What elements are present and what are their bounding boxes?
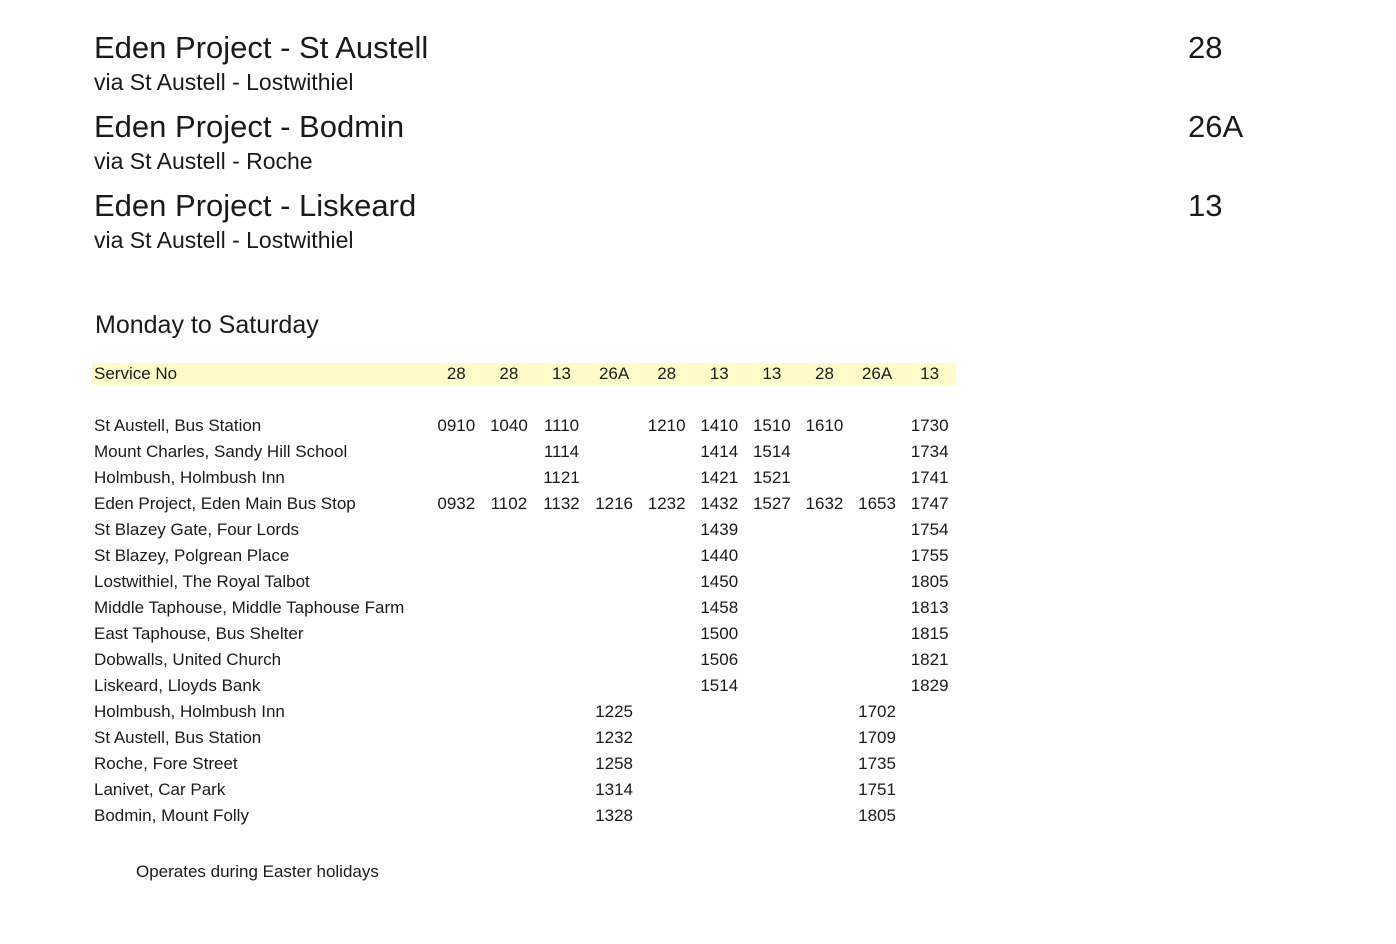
- departure-time: [640, 803, 693, 829]
- stop-name: East Taphouse, Bus Shelter: [94, 624, 304, 643]
- departure-time: [640, 569, 693, 595]
- stop-name: Lanivet, Car Park: [94, 780, 226, 799]
- departure-time: [483, 569, 536, 595]
- departure-time: [430, 543, 483, 569]
- departure-time: [640, 699, 693, 725]
- departure-time: 1805: [910, 572, 949, 591]
- departure-time: [430, 595, 483, 621]
- route-via: via St Austell - Lostwithiel: [94, 69, 354, 95]
- departure-time: 1225: [595, 702, 633, 721]
- departure-time: [535, 725, 588, 751]
- departure-time: [903, 777, 956, 803]
- departure-time: 1829: [910, 676, 949, 695]
- departure-time: [903, 803, 956, 829]
- departure-time: 1734: [910, 442, 949, 461]
- departure-time: [483, 439, 536, 465]
- departure-time: [798, 647, 851, 673]
- departure-time: [746, 777, 799, 803]
- departure-time: [535, 595, 588, 621]
- route-via: via St Austell - Roche: [94, 148, 313, 174]
- departure-time: 0910: [437, 416, 476, 435]
- departure-time: 1805: [858, 806, 896, 825]
- departure-time: [535, 803, 588, 829]
- table-row: [92, 413, 956, 439]
- table-row: [92, 725, 956, 751]
- table-row: [92, 777, 956, 803]
- departure-time: [798, 595, 851, 621]
- departure-time: 1755: [910, 546, 949, 565]
- departure-time: [640, 777, 693, 803]
- departure-time: [693, 725, 746, 751]
- stop-name: Dobwalls, United Church: [94, 650, 282, 669]
- departure-time: [535, 621, 588, 647]
- service-number: 13: [535, 363, 588, 385]
- departure-time: [483, 647, 536, 673]
- departure-time: 1754: [910, 520, 949, 539]
- service-header-label: Service No: [92, 363, 430, 385]
- departure-time: [430, 621, 483, 647]
- departure-time: [851, 465, 904, 491]
- departure-time: [693, 751, 746, 777]
- departure-time: [483, 595, 536, 621]
- stop-name: Roche, Fore Street: [94, 754, 238, 773]
- table-row: [92, 803, 956, 829]
- departure-time: [851, 517, 904, 543]
- departure-time: 1210: [647, 416, 686, 435]
- departure-time: [746, 517, 799, 543]
- departure-time: [483, 803, 536, 829]
- route-heading-2: [94, 109, 1294, 175]
- route-title: Eden Project - Liskeard: [94, 188, 417, 223]
- service-number: 13: [693, 363, 746, 385]
- stop-name: Holmbush, Holmbush Inn: [94, 468, 285, 487]
- departure-time: [430, 647, 483, 673]
- table-row: [92, 673, 956, 699]
- footnote: Operates during Easter holidays: [136, 862, 379, 881]
- departure-time: 1258: [595, 754, 633, 773]
- departure-time: 1510: [752, 416, 791, 435]
- route-number: 28: [1188, 30, 1223, 65]
- departure-time: [588, 595, 641, 621]
- departure-time: 0932: [437, 494, 476, 513]
- departure-time: [640, 517, 693, 543]
- departure-time: [535, 517, 588, 543]
- departure-time: [483, 621, 536, 647]
- departure-time: 1121: [543, 468, 580, 487]
- table-row: [92, 491, 956, 517]
- departure-time: [535, 543, 588, 569]
- departure-time: 1232: [647, 494, 686, 513]
- departure-time: [483, 465, 536, 491]
- departure-time: [483, 699, 536, 725]
- table-row: [92, 439, 956, 465]
- departure-time: 1610: [805, 416, 844, 435]
- departure-time: [640, 673, 693, 699]
- departure-time: [746, 725, 799, 751]
- departure-time: 1521: [752, 468, 791, 487]
- departure-time: [746, 673, 799, 699]
- departure-time: 1410: [700, 416, 739, 435]
- service-number: 26A: [851, 363, 904, 385]
- departure-time: 1514: [700, 676, 739, 695]
- departure-time: 1735: [858, 754, 896, 773]
- route-heading-1: [94, 30, 1294, 96]
- stop-name: Lostwithiel, The Royal Talbot: [94, 572, 310, 591]
- departure-time: 1500: [700, 624, 739, 643]
- table-row: [92, 699, 956, 725]
- route-via: via St Austell - Lostwithiel: [94, 227, 354, 253]
- departure-time: [588, 621, 641, 647]
- departure-time: [851, 439, 904, 465]
- table-row: [92, 647, 956, 673]
- route-number: 13: [1188, 188, 1223, 223]
- departure-time: [798, 543, 851, 569]
- departure-time: [483, 751, 536, 777]
- route-heading-3: [94, 188, 1294, 254]
- departure-time: 1813: [910, 598, 949, 617]
- departure-time: [798, 517, 851, 543]
- departure-time: [640, 725, 693, 751]
- departure-time: [746, 569, 799, 595]
- departure-time: [640, 439, 693, 465]
- departure-time: [430, 751, 483, 777]
- spacer-row: [92, 385, 956, 413]
- departure-time: [588, 517, 641, 543]
- stop-name: St Austell, Bus Station: [94, 416, 262, 435]
- departure-time: [798, 569, 851, 595]
- table-row: [92, 595, 956, 621]
- departure-time: [535, 777, 588, 803]
- departure-time: [746, 751, 799, 777]
- departure-time: 1450: [700, 572, 739, 591]
- departure-time: [588, 439, 641, 465]
- departure-time: [746, 621, 799, 647]
- stop-name: Bodmin, Mount Folly: [94, 806, 249, 825]
- departure-time: [430, 569, 483, 595]
- departure-time: [851, 673, 904, 699]
- service-number: 28: [430, 363, 483, 385]
- departure-time: [588, 465, 641, 491]
- departure-time: [903, 699, 956, 725]
- departure-time: 1514: [752, 442, 791, 461]
- departure-time: [535, 647, 588, 673]
- departure-time: 1328: [595, 806, 633, 825]
- departure-time: 1432: [700, 494, 739, 513]
- departure-time: 1741: [910, 468, 949, 487]
- departure-time: 1132: [543, 494, 580, 513]
- departure-time: [851, 413, 904, 439]
- departure-time: [693, 699, 746, 725]
- route-title: Eden Project - Bodmin: [94, 109, 405, 144]
- table-row: [92, 621, 956, 647]
- departure-time: 1114: [543, 442, 580, 461]
- service-number: 13: [746, 363, 799, 385]
- departure-time: [430, 699, 483, 725]
- stop-name: St Blazey Gate, Four Lords: [94, 520, 300, 539]
- departure-time: 1653: [858, 494, 896, 513]
- table-row: [92, 517, 956, 543]
- departure-time: [798, 465, 851, 491]
- departure-time: [483, 777, 536, 803]
- departure-time: [640, 751, 693, 777]
- departure-time: [746, 595, 799, 621]
- departure-time: [640, 543, 693, 569]
- departure-time: [693, 777, 746, 803]
- departure-time: [851, 569, 904, 595]
- departure-time: 1730: [910, 416, 949, 435]
- departure-time: [798, 777, 851, 803]
- stop-name: Eden Project, Eden Main Bus Stop: [94, 494, 356, 513]
- table-row: [92, 465, 956, 491]
- departure-time: [430, 673, 483, 699]
- departure-time: 1414: [700, 442, 739, 461]
- service-number: 28: [640, 363, 693, 385]
- departure-time: [588, 413, 641, 439]
- departure-time: 1440: [700, 546, 739, 565]
- departure-time: [640, 647, 693, 673]
- stop-name: St Austell, Bus Station: [94, 728, 262, 747]
- departure-time: 1821: [910, 650, 949, 669]
- route-number: 26A: [1188, 109, 1244, 144]
- departure-time: 1458: [700, 598, 739, 617]
- departure-time: 1506: [700, 650, 739, 669]
- departure-time: 1751: [858, 780, 896, 799]
- departure-time: [430, 777, 483, 803]
- stop-name: Mount Charles, Sandy Hill School: [94, 442, 348, 461]
- departure-time: [746, 543, 799, 569]
- service-number: 28: [798, 363, 851, 385]
- departure-time: 1040: [489, 416, 528, 435]
- departure-time: [798, 699, 851, 725]
- departure-time: [588, 647, 641, 673]
- departure-time: [430, 803, 483, 829]
- departure-time: 1439: [700, 520, 739, 539]
- departure-time: 1216: [595, 494, 633, 513]
- departure-time: [430, 517, 483, 543]
- departure-time: [851, 621, 904, 647]
- route-title: Eden Project - St Austell: [94, 30, 429, 65]
- stop-name: Middle Taphouse, Middle Taphouse Farm: [94, 598, 405, 617]
- service-number: 13: [903, 363, 956, 385]
- departure-time: 1702: [858, 702, 896, 721]
- departure-time: [798, 673, 851, 699]
- departure-time: 1110: [543, 416, 580, 435]
- departure-time: [640, 595, 693, 621]
- departure-time: [746, 803, 799, 829]
- departure-time: [483, 543, 536, 569]
- departure-time: 1527: [752, 494, 791, 513]
- departure-time: 1632: [805, 494, 844, 513]
- departure-time: [798, 621, 851, 647]
- departure-time: [430, 725, 483, 751]
- departure-time: [535, 673, 588, 699]
- departure-time: [588, 569, 641, 595]
- departure-time: [903, 751, 956, 777]
- departure-time: [903, 725, 956, 751]
- departure-time: [851, 647, 904, 673]
- service-header-row: [92, 363, 956, 385]
- departure-time: [798, 803, 851, 829]
- departure-time: [851, 595, 904, 621]
- departure-time: [483, 517, 536, 543]
- departure-time: [430, 439, 483, 465]
- departure-time: [535, 699, 588, 725]
- departure-time: [746, 647, 799, 673]
- departure-time: [640, 621, 693, 647]
- departure-time: [798, 725, 851, 751]
- departure-time: 1709: [858, 728, 896, 747]
- departure-time: [746, 699, 799, 725]
- table-row: [92, 751, 956, 777]
- departure-time: [430, 465, 483, 491]
- stop-name: St Blazey, Polgrean Place: [94, 546, 290, 565]
- departure-time: 1102: [490, 494, 528, 513]
- table-row: [92, 569, 956, 595]
- departure-time: 1421: [700, 468, 739, 487]
- departure-time: [851, 543, 904, 569]
- departure-time: [693, 803, 746, 829]
- departure-time: [588, 673, 641, 699]
- departure-time: [798, 439, 851, 465]
- service-number: 26A: [588, 363, 641, 385]
- days-heading: Monday to Saturday: [95, 311, 319, 339]
- departure-time: 1815: [910, 624, 949, 643]
- departure-time: 1747: [910, 494, 949, 513]
- stop-name: Holmbush, Holmbush Inn: [94, 702, 285, 721]
- service-number: 28: [483, 363, 536, 385]
- timetable: [92, 363, 956, 829]
- table-row: [92, 543, 956, 569]
- departure-time: 1232: [595, 728, 633, 747]
- departure-time: [798, 751, 851, 777]
- departure-time: 1314: [595, 780, 633, 799]
- departure-time: [483, 725, 536, 751]
- departure-time: [535, 569, 588, 595]
- departure-time: [535, 751, 588, 777]
- departure-time: [483, 673, 536, 699]
- departure-time: [640, 465, 693, 491]
- departure-time: [588, 543, 641, 569]
- stop-name: Liskeard, Lloyds Bank: [94, 676, 261, 695]
